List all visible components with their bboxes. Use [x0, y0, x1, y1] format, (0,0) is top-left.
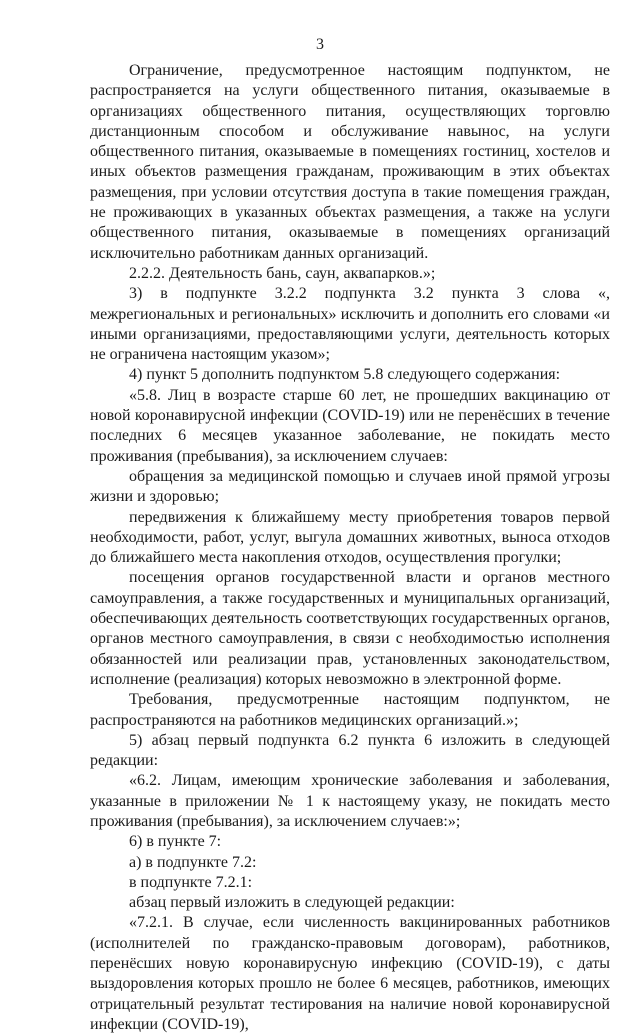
- paragraph: 2.2.2. Деятельность бань, саун, аквапарков.»;: [129, 264, 436, 282]
- paragraph: передвижения к ближайшему месту приобретения товаров первой необходимости, работ, услуг, выгула домашних животных, выноса отходов до ближайшего места накопления отходов, осуществления прогулки;: [90, 508, 610, 567]
- paragraph: посещения органов государственной власти и органов местного самоуправления, а также государственных и муниципальных организаций, обеспечивающих деятельность соответствующих государственных органов, органов местного самоуправления, в связи с необходимостью исполнения обязанностей или реализации прав, установленных законодательством, исполнение (реализация) которых невозможно в электронной форме.: [90, 569, 610, 688]
- paragraph: обращения за медицинской помощью и случаев иной прямой угрозы жизни и здоровью;: [90, 467, 610, 506]
- paragraph: «5.8. Лиц в возрасте старше 60 лет, не прошедших вакцинацию от новой коронавирусной инфекции (COVID-19) или не перенёсших в течение последних 6 месяцев указанное заболевание, не покидать место проживания (пребывания), за исключением случаев:: [90, 386, 610, 465]
- paragraph: 4) пункт 5 дополнить подпунктом 5.8 следующего содержания:: [129, 366, 561, 384]
- paragraph: а) в подпункте 7.2:: [129, 853, 257, 871]
- paragraph: 5) абзац первый подпункта 6.2 пункта 6 изложить в следующей редакции:: [90, 731, 610, 770]
- page-number: 3: [316, 36, 324, 53]
- paragraph: абзац первый изложить в следующей редакции:: [129, 894, 455, 912]
- paragraph: «7.2.1. В случае, если численность вакцинированных работников (исполнителей по гражданско-правовым договорам), работников, перенёсших новую коронавирусную инфекцию (COVID-19), с даты выздоровления которых прошло не более 6 месяцев, работников, имеющих отрицательный результат тестирования на наличие новой коронавирусной инфекции (COVID-19),: [90, 914, 610, 1033]
- paragraph: Ограничение, предусмотренное настоящим подпунктом, не распространяется на услуги общественного питания, оказываемые в организациях общественного питания, осуществляющих торговлю дистанционным способом и обслуживание навынос, на услуги общественного питания, оказываемые в помещениях гостиниц, хостелов и иных объектов размещения гражданам, проживающим в этих объектах размещения, при условии отсутствия доступа в такие помещения граждан, не проживающих в указанных объектах размещения, а также на услуги общественного питания, оказываемые в помещениях организаций исключительно работникам данных организаций.: [90, 62, 610, 262]
- paragraph: 3) в подпункте 3.2.2 подпункта 3.2 пункта 3 слова «, межрегиональных и региональных» исключить и дополнить его словами «и иными организациями, предоставляющими услуги, деятельность которых не ограничена настоящим указом»;: [90, 285, 610, 364]
- paragraph: «6.2. Лицам, имеющим хронические заболевания и заболевания, указанные в приложении № 1 к настоящему указу, не покидать место проживания (пребывания), за исключением случаев:»;: [90, 772, 610, 830]
- paragraph: в подпункте 7.2.1:: [129, 873, 253, 891]
- paragraph: 6) в пункте 7:: [129, 833, 222, 851]
- paragraph: Требования, предусмотренные настоящим подпунктом, не распространяются на работников медицинских организаций.»;: [90, 691, 610, 729]
- document-body: [90, 61, 610, 1035]
